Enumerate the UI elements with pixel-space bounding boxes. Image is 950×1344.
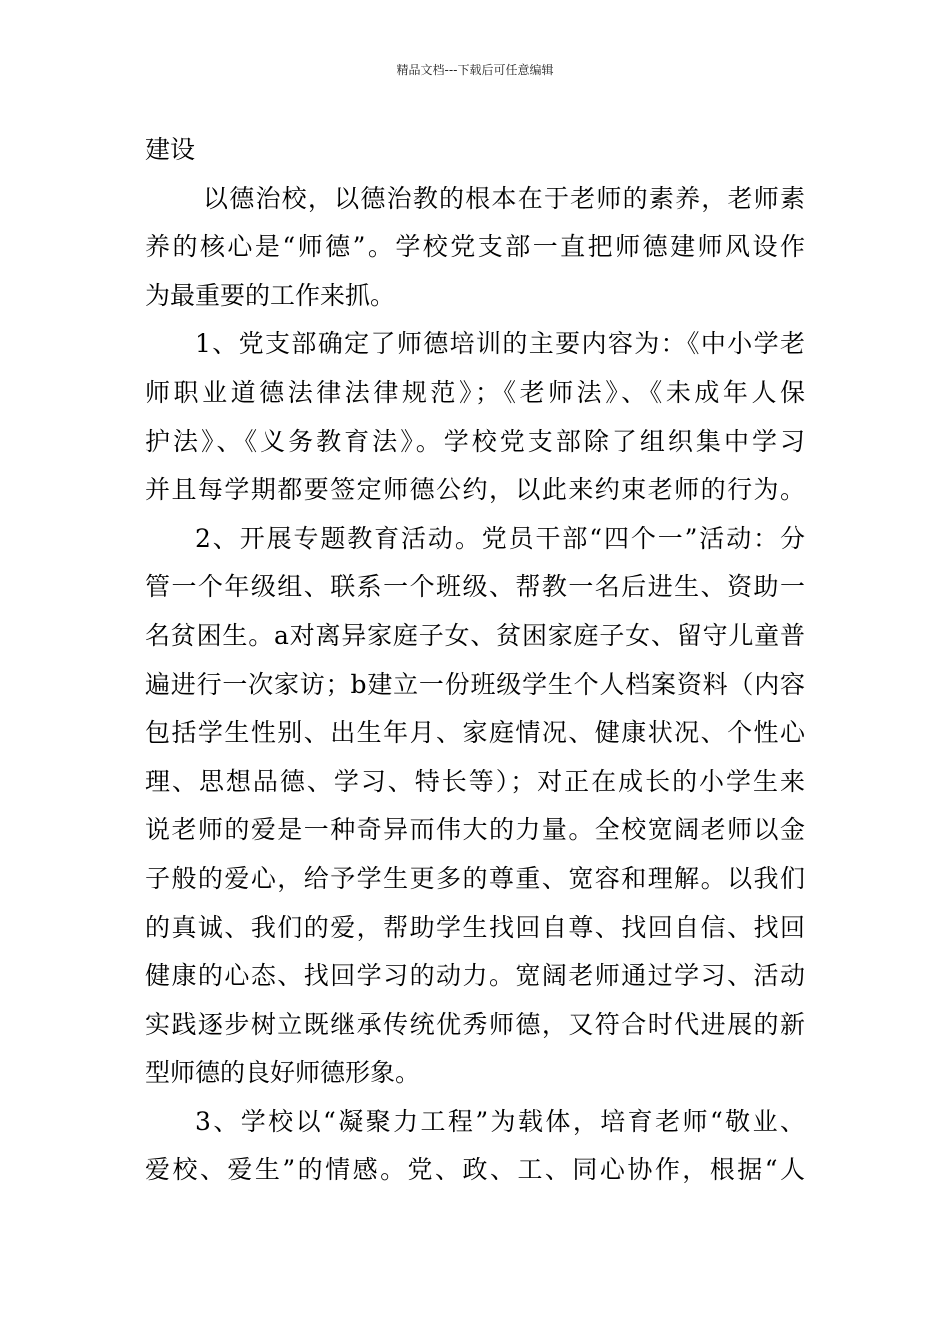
text-line: 包括学生性别、出生年月、家庭情况、健康状况、个性心 bbox=[145, 718, 805, 748]
text-line: 3、学校以“凝聚力工程”为载体，培育老师“敬业、 bbox=[195, 1106, 805, 1136]
text-line: 师职业道德法律法律规范》；《老师法》、《未成年人保 bbox=[145, 377, 805, 407]
text-line: 型师德的良好师德形象。 bbox=[145, 1058, 421, 1088]
document-body bbox=[145, 126, 805, 1195]
text-line: 建设 bbox=[145, 135, 196, 164]
text-line: 遍进行一次家访；b建立一份班级学生个人档案资料（内容 bbox=[145, 669, 805, 699]
text-line: 健康的心态、找回学习的动力。宽阔老师通过学习、活动 bbox=[145, 961, 805, 991]
text-line: 以德治校，以德治教的根本在于老师的素养，老师素 bbox=[203, 183, 805, 213]
text-line: 为最重要的工作来抓。 bbox=[145, 280, 396, 310]
text-line: 并且每学期都要签定师德公约，以此来约束老师的行为。 bbox=[145, 475, 805, 505]
text-line: 2、开展专题教育活动。党员干部“四个一”活动：分 bbox=[195, 523, 805, 553]
text-line: 管一个年级组、联系一个班级、帮教一名后进生、资助一 bbox=[145, 572, 805, 602]
text-line: 养的核心是“师德”。学校党支部一直把师德建师风设作 bbox=[145, 232, 805, 262]
text-line: 的真诚、我们的爱，帮助学生找回自尊、找回自信、找回 bbox=[145, 912, 805, 942]
text-line: 名贫困生。a对离异家庭子女、贫困家庭子女、留守儿童普 bbox=[145, 620, 805, 650]
text-line: 护法》、《义务教育法》。学校党支部除了组织集中学习 bbox=[145, 426, 805, 456]
text-line: 实践逐步树立既继承传统优秀师德，又符合时代进展的新 bbox=[145, 1009, 805, 1039]
text-line: 爱校、爱生”的情感。党、政、工、同心协作，根据“人 bbox=[145, 1155, 805, 1185]
page-header: 精品文档---下载后可任意编辑 bbox=[396, 63, 554, 77]
text-line: 子般的爱心，给予学生更多的尊重、宽容和理解。以我们 bbox=[145, 863, 805, 893]
text-line: 说老师的爱是一种奇异而伟大的力量。全校宽阔老师以金 bbox=[145, 815, 805, 845]
text-line: 理、思想品德、学习、特长等）；对正在成长的小学生来 bbox=[145, 766, 805, 796]
text-line: 1、党支部确定了师德培训的主要内容为：《中小学老 bbox=[195, 329, 805, 359]
